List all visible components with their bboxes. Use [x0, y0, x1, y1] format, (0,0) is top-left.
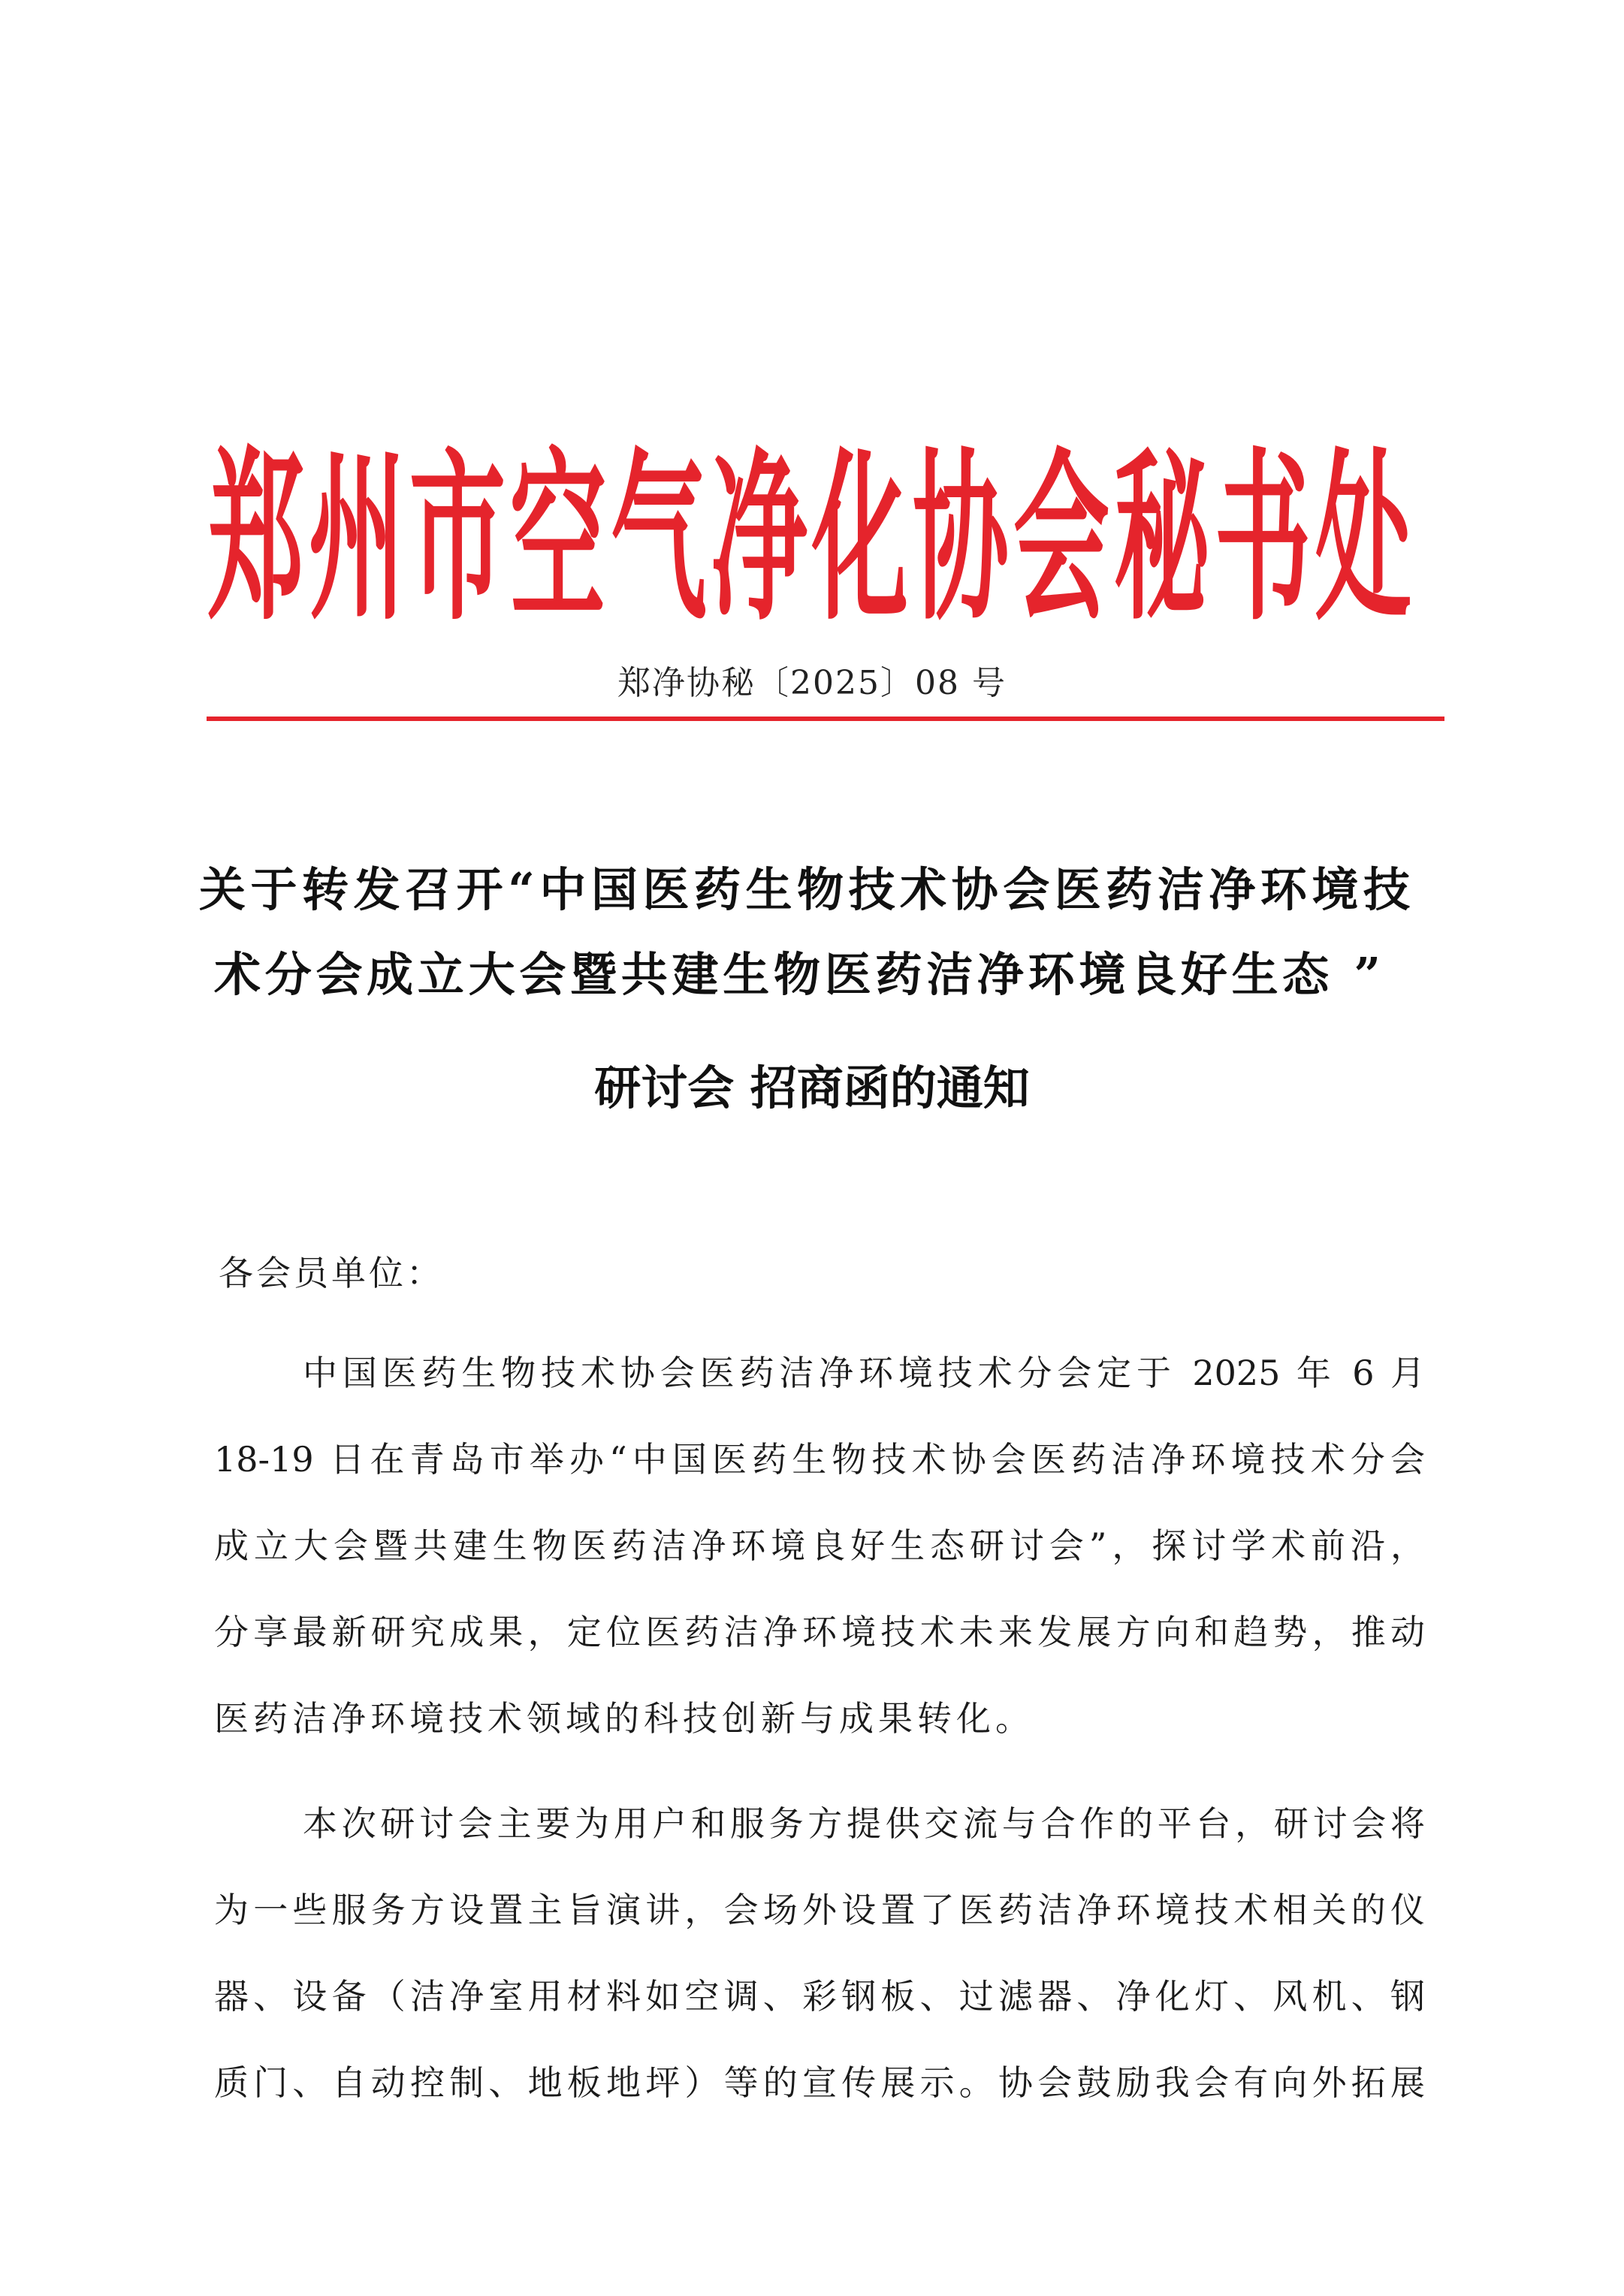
- paragraph-line: 质门、自动控制、地板地坪）等的宣传展示。协会鼓励我会有向外拓展: [214, 2062, 1425, 2103]
- paragraph-line: 器、设备（洁净室用材料如空调、彩钢板、过滤器、净化灯、风机、钢: [214, 1976, 1425, 2017]
- paragraph-line: 成立大会暨共建生物医药洁净环境良好生态研讨会”，探讨学术前沿，: [214, 1525, 1425, 1566]
- letterhead-org-name: 郑州市空气净化协会秘书处: [207, 432, 1416, 647]
- paragraph-line: 分享最新研究成果，定位医药洁净环境技术未来发展方向和趋势，推动: [214, 1612, 1425, 1652]
- body-paragraph-2: [214, 1781, 1425, 2126]
- body-paragraph-1: [214, 1330, 1425, 1762]
- salutation: 各会员单位：: [219, 1253, 444, 1293]
- document-title-line-2: 术分会成立大会暨共建生物医药洁净环境良好生态 ”: [214, 947, 1381, 1002]
- document-number: 郑净协秘〔2025〕08 号: [617, 664, 1007, 702]
- paragraph-line: 中国医药生物技术协会医药洁净环境技术分会定于 2025 年 6 月: [303, 1353, 1425, 1393]
- document-title-line-3: 研讨会 招商函的通知: [594, 1061, 1030, 1115]
- document-title-line-1: 关于转发召开“中国医药生物技术协会医药洁净环境技: [199, 862, 1410, 917]
- paragraph-line: 为一些服务方设置主旨演讲，会场外设置了医药洁净环境技术相关的仪: [214, 1890, 1425, 1930]
- paragraph-line: 18-19 日在青岛市举办“中国医药生物技术协会医药洁净环境技术分会: [214, 1439, 1425, 1480]
- paragraph-line: 本次研讨会主要为用户和服务方提供交流与合作的平台，研讨会将: [303, 1803, 1425, 1844]
- paragraph-line: 医药洁净环境技术领域的科技创新与成果转化。: [214, 1698, 1034, 1739]
- letterhead-red-rule: [207, 717, 1444, 721]
